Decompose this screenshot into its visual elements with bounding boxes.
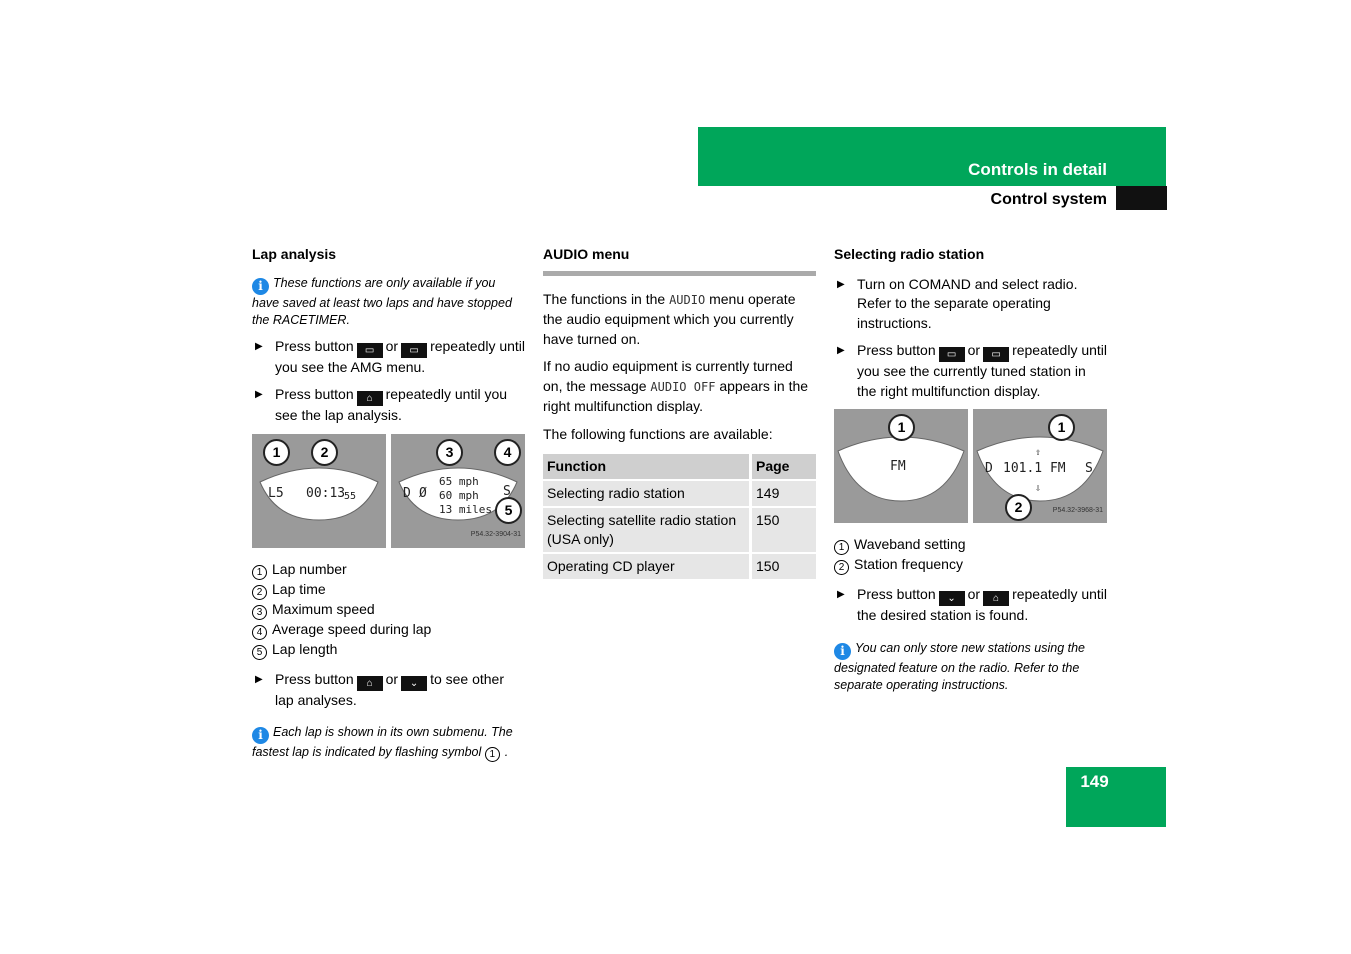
- lap-analysis-heading: Lap analysis: [252, 246, 337, 262]
- subsection-title: Control system: [990, 191, 1107, 208]
- lap-display-figure: [252, 434, 525, 548]
- display-panel-left: [252, 434, 386, 548]
- step-amg-menu: ▶ Press button ▭ or ▭ repeatedly until you see the AMG menu.: [255, 337, 526, 375]
- lap-number-readout: L5: [268, 485, 284, 501]
- down-button-icon: ⌄: [939, 591, 965, 606]
- callout-3: 3: [436, 439, 463, 466]
- column-header: Function: [543, 454, 749, 479]
- step-tuned-station: ▶ Press button ▭ or ▭ repeatedly until you see the currently tuned station in the right multifunction display.: [837, 342, 1108, 399]
- radio-legend: [834, 535, 1107, 575]
- callout-2: 2: [311, 439, 338, 466]
- up-button-icon: ⌂: [357, 676, 383, 691]
- display-button-icon: ▭: [983, 347, 1009, 362]
- table-cell: Operating CD player: [543, 554, 749, 579]
- lap-analysis-column: [252, 245, 525, 770]
- display-panel-right: [391, 434, 525, 548]
- display-button-icon: ▭: [357, 343, 383, 358]
- section-title: Controls in detail: [968, 160, 1107, 179]
- avg-speed-readout: 60 mph: [439, 488, 479, 502]
- audio-menu-column: [543, 245, 816, 581]
- radio-station-column: [834, 245, 1107, 702]
- s-readout: S: [503, 483, 511, 499]
- lap-time-readout: 00:13: [306, 485, 346, 501]
- info-note: i You can only store new stations using the designated feature on the radio. Refer to the separate operating instructions.: [834, 640, 1086, 692]
- column-header: Page: [749, 454, 816, 479]
- legend-item: 1 Lap number: [252, 560, 525, 580]
- paragraph: The functions in the AUDIO menu operate the audio equipment which you currently have turned on.: [543, 290, 796, 347]
- table-cell: 150: [749, 508, 816, 552]
- functions-table: [543, 452, 816, 581]
- callout-1: 1: [888, 414, 915, 441]
- down-button-icon: ⌄: [401, 676, 427, 691]
- callout-1: 1: [1048, 414, 1075, 441]
- step-other-laps: ▶ Press button ⌂ or ⌄ to see other lap analyses.: [255, 670, 504, 708]
- legend-item: 2 Lap time: [252, 580, 525, 600]
- display-panel-right: [973, 409, 1107, 523]
- figure-reference: P54.32-3904-31: [470, 531, 521, 538]
- step-turn-on-comand: ▶ Turn on COMAND and select radio. Refer to the separate operating instructions.: [837, 275, 1078, 331]
- callout-4: 4: [494, 439, 521, 466]
- d-readout: D: [403, 485, 411, 501]
- step-find-station: ▶ Press button ⌄ or ⌂ repeatedly until the desired station is found.: [837, 586, 1108, 623]
- up-arrow-icon: ⇧: [1035, 447, 1042, 458]
- table-cell: 149: [749, 481, 816, 506]
- bullet-arrow-icon: ▶: [837, 278, 845, 290]
- display-button-icon: ▭: [401, 343, 427, 358]
- display-button-icon: ▭: [939, 347, 965, 362]
- table-header-row: [543, 454, 816, 479]
- table-row: [543, 554, 816, 579]
- max-speed-readout: 65 mph: [439, 474, 479, 488]
- info-note: i These functions are only available if you have saved at least two laps and have stopped the RACETIMER.: [252, 275, 512, 327]
- paragraph: The following functions are available:: [543, 425, 773, 442]
- legend-item: 4 Average speed during lap: [252, 620, 525, 640]
- display-panel-left: [834, 409, 968, 523]
- frequency-readout: 101.1 FM: [1003, 461, 1066, 476]
- info-icon: i: [834, 643, 851, 660]
- step-lap-analysis: ▶ Press button ⌂ repeatedly until you see the lap analysis.: [255, 386, 508, 423]
- legend-item: 5 Lap length: [252, 640, 525, 660]
- waveband-readout: FM: [890, 459, 906, 474]
- up-button-icon: ⌂: [357, 391, 383, 406]
- bullet-arrow-icon: ▶: [255, 389, 263, 400]
- paragraph: If no audio equipment is currently turned on, the message AUDIO OFF appears in the right multifunction display.: [543, 358, 809, 414]
- table-cell: Selecting satellite radio station (USA only): [543, 508, 749, 552]
- table-cell: 150: [749, 554, 816, 579]
- heading-rule: [543, 271, 816, 276]
- d-readout: D: [985, 461, 993, 476]
- radio-station-heading: Selecting radio station: [834, 246, 985, 262]
- down-arrow-icon: ⇩: [1035, 483, 1042, 494]
- s-readout: S: [1085, 461, 1093, 476]
- subsection-marker: [1116, 186, 1167, 210]
- figure-reference: P54.32-3968-31: [1052, 506, 1103, 514]
- callout-1: 1: [263, 439, 290, 466]
- legend-item: 3 Maximum speed: [252, 600, 525, 620]
- legend-item: 1 Waveband setting: [834, 535, 1107, 555]
- bullet-arrow-icon: ▶: [837, 589, 845, 600]
- up-button-icon: ⌂: [983, 591, 1009, 606]
- callout-2: 2: [1005, 494, 1032, 521]
- info-note: i Each lap is shown in its own submenu. The fastest lap is indicated by flashing symbol 1 .: [252, 725, 513, 760]
- table-row: [543, 481, 816, 506]
- bullet-arrow-icon: ▶: [837, 345, 845, 356]
- info-icon: i: [252, 278, 269, 295]
- legend-item: 2 Station frequency: [834, 555, 1107, 575]
- audio-menu-heading: AUDIO menu: [543, 246, 630, 262]
- callout-5: 5: [495, 497, 522, 524]
- lap-length-readout: 13 miles: [439, 502, 492, 516]
- radio-display-figure: [834, 409, 1107, 523]
- lap-time-fraction: 55: [344, 490, 357, 502]
- lap-legend: [252, 560, 525, 660]
- table-cell: Selecting radio station: [543, 481, 749, 506]
- info-icon: i: [252, 727, 269, 744]
- bullet-arrow-icon: ▶: [255, 340, 263, 352]
- avg-symbol: Ø: [419, 485, 427, 501]
- bullet-arrow-icon: ▶: [255, 673, 263, 685]
- table-row: [543, 508, 816, 552]
- page-number: 149: [1080, 772, 1109, 791]
